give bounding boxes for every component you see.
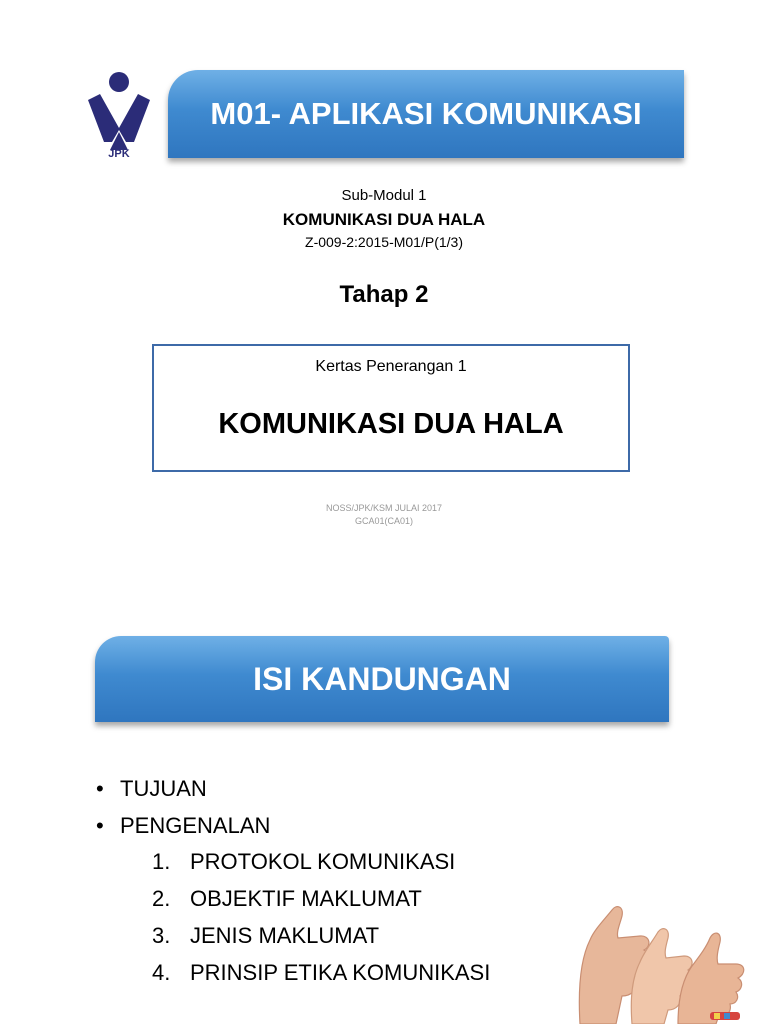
list-item-number: 1. — [152, 849, 171, 874]
list-item-label: OBJEKTIF MAKLUMAT — [190, 886, 422, 911]
list-item-number: 3. — [152, 923, 171, 948]
thumbs-up-hands-icon — [560, 880, 768, 1024]
info-box-title: KOMUNIKASI DUA HALA — [218, 408, 564, 440]
list-item-label: PRINSIP ETIKA KOMUNIKASI — [190, 960, 491, 985]
bullet-marker: • — [96, 813, 104, 838]
list-item-number: 4. — [152, 960, 171, 985]
info-box-subtitle: Kertas Penerangan 1 — [315, 358, 467, 375]
list-item-label: TUJUAN — [120, 776, 207, 801]
list-item — [152, 960, 490, 986]
list-item-label: JENIS MAKLUMAT — [190, 923, 380, 948]
sub-module-label: Sub-Modul 1 — [341, 187, 427, 204]
logo-text: JPK — [108, 148, 130, 160]
list-item-label: PROTOKOL KOMUNIKASI — [190, 849, 456, 874]
list-item-label: PENGENALAN — [120, 813, 271, 838]
list-item-number: 2. — [152, 886, 171, 911]
list-item — [152, 923, 379, 949]
contents-title: ISI KANDUNGAN — [253, 660, 511, 697]
title-banner — [168, 70, 684, 158]
level-heading: Tahap 2 — [339, 281, 429, 308]
list-item — [96, 776, 207, 802]
list-item — [152, 849, 455, 875]
module-code: Z-009-2:2015-M01/P(1/3) — [305, 234, 463, 250]
reference-line-2: GCA01(CA01) — [354, 516, 414, 526]
bullet-marker: • — [96, 776, 104, 801]
page-title: M01- APLIKASI KOMUNIKASI — [210, 96, 642, 131]
contents-banner — [95, 636, 669, 722]
list-item — [96, 813, 270, 839]
reference-line-1: NOSS/JPK/KSM JULAI 2017 — [325, 503, 443, 513]
list-item — [152, 886, 422, 912]
sub-module-title: KOMUNIKASI DUA HALA — [282, 210, 486, 229]
info-box — [152, 344, 630, 472]
